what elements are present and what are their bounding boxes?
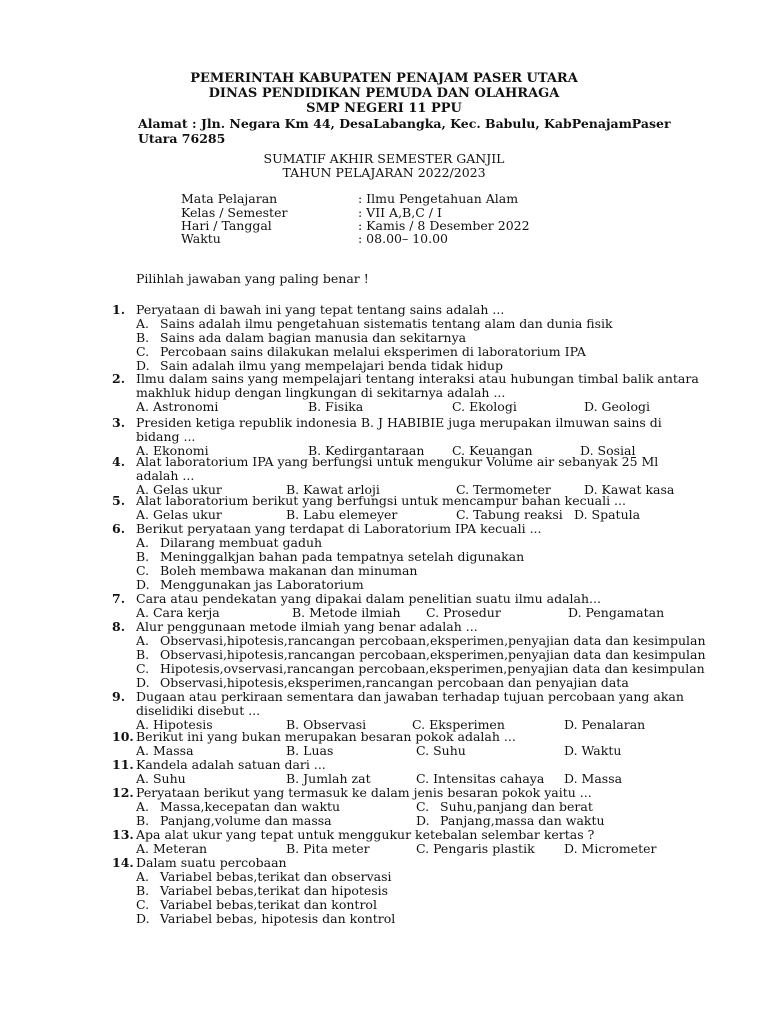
question-text: Berikut peryataan yang terdapat di Laboratorium IPA kecuali ... bbox=[136, 521, 542, 536]
answer-option bbox=[136, 508, 222, 522]
answer-option bbox=[308, 400, 363, 414]
meta-value: : Ilmu Pengetahuan Alam bbox=[358, 191, 519, 206]
question-text: Kandela adalah satuan dari ... bbox=[136, 757, 326, 772]
option-text: Ekonomi bbox=[152, 443, 209, 458]
option-text: Meteran bbox=[152, 841, 208, 856]
option-letter: C. bbox=[416, 799, 430, 814]
option-text: Keuangan bbox=[469, 443, 533, 458]
meta-label: Mata Pelajaran bbox=[181, 191, 278, 206]
answer-option bbox=[136, 331, 466, 345]
question-text: Peryataan di bawah ini yang tepat tentang sains adalah ... bbox=[136, 302, 505, 317]
answer-option bbox=[452, 400, 517, 414]
option-letter: B. bbox=[136, 330, 150, 345]
option-text: Sosial bbox=[597, 443, 636, 458]
option-text: Astronomi bbox=[152, 399, 219, 414]
option-letter: D. bbox=[564, 771, 582, 786]
option-letter: B. bbox=[292, 605, 310, 620]
answer-option bbox=[136, 772, 186, 786]
option-text: Gelas ukur bbox=[152, 507, 222, 522]
option-letter: A. bbox=[136, 717, 153, 732]
option-letter: B. bbox=[286, 507, 304, 522]
question-text: Presiden ketiga republik indonesia B. J HABIBIE juga merupakan ilmuwan sains di bbox=[136, 415, 662, 430]
option-letter: C. bbox=[136, 344, 150, 359]
question-number: 10. bbox=[112, 729, 134, 744]
option-text: Variabel bebas, hipotesis dan kontrol bbox=[160, 911, 396, 926]
option-text: Hipotesis bbox=[152, 717, 213, 732]
option-text: Cara kerja bbox=[152, 605, 220, 620]
option-letter: C. bbox=[416, 841, 434, 856]
question-text: Dalam suatu percobaan bbox=[136, 855, 287, 870]
option-text: Fisika bbox=[325, 399, 364, 414]
option-text: Kawat arloji bbox=[303, 482, 380, 497]
meta-label: Kelas / Semester bbox=[181, 205, 288, 220]
question-text: Peryataan berikut yang termasuk ke dalam jenis besaran pokok yaitu ... bbox=[136, 785, 592, 800]
option-text: Labu elemeyer bbox=[303, 507, 398, 522]
question-number: 3. bbox=[112, 415, 126, 430]
header-department: DINAS PENDIDIKAN PEMUDA DAN OLAHRAGA bbox=[208, 86, 560, 101]
option-letter: B. bbox=[286, 482, 304, 497]
option-text: Tabung reaksi bbox=[473, 507, 563, 522]
meta-value: : VII A,B,C / I bbox=[358, 205, 442, 220]
option-letter: B. bbox=[286, 743, 304, 758]
option-letter: C. bbox=[136, 563, 150, 578]
answer-option bbox=[136, 842, 207, 856]
answer-option bbox=[416, 814, 605, 828]
exam-year: TAHUN PELAJARAN 2022/2023 bbox=[282, 165, 486, 180]
option-letter: A. bbox=[136, 869, 150, 884]
answer-option bbox=[136, 676, 629, 690]
option-letter: B. bbox=[286, 841, 304, 856]
option-letter: C. bbox=[452, 443, 470, 458]
option-text: Variabel bebas,terikat dan hipotesis bbox=[160, 883, 389, 898]
question-number: 8. bbox=[112, 619, 126, 634]
option-text: Penalaran bbox=[581, 717, 646, 732]
option-letter: D. bbox=[568, 605, 586, 620]
answer-option bbox=[136, 345, 586, 359]
question-number: 9. bbox=[112, 689, 126, 704]
question-number: 5. bbox=[112, 493, 126, 508]
option-letter: C. bbox=[136, 897, 150, 912]
question-text: Alur penggunaan metode ilmiah yang benar adalah ... bbox=[136, 619, 478, 634]
option-text: Pita meter bbox=[303, 841, 370, 856]
option-letter: B. bbox=[308, 399, 326, 414]
meta-value: : 08.00– 10.00 bbox=[358, 231, 448, 246]
option-letter: B. bbox=[136, 647, 150, 662]
answer-option bbox=[416, 772, 544, 786]
question-text: Cara atau pendekatan yang dipakai dalam penelitian suatu ilmu adalah... bbox=[136, 591, 601, 606]
answer-option bbox=[136, 634, 706, 648]
question-text: Ilmu dalam sains yang mempelajari tentang interaksi atau hubungan timbal balik antara bbox=[136, 371, 699, 386]
option-letter: A. bbox=[136, 507, 153, 522]
question-text: diselidiki disebut ... bbox=[136, 703, 261, 718]
header-address: Alamat : Jln. Negara Km 44, DesaLabangka, Kec. Babulu, KabPenajamPaser Utara 76285 bbox=[138, 116, 671, 146]
answer-option bbox=[584, 400, 650, 414]
option-letter: A. bbox=[136, 799, 150, 814]
meta-value: : Kamis / 8 Desember 2022 bbox=[358, 218, 530, 233]
option-text: Variabel bebas,terikat dan observasi bbox=[160, 869, 392, 884]
option-text: Gelas ukur bbox=[152, 482, 222, 497]
option-text: Suhu bbox=[433, 743, 466, 758]
option-letter: C. bbox=[426, 605, 444, 620]
option-letter: D. bbox=[574, 507, 592, 522]
option-letter: A. bbox=[136, 535, 150, 550]
answer-option bbox=[286, 508, 397, 522]
meta-label: Waktu bbox=[181, 231, 221, 246]
option-letter: A. bbox=[136, 605, 153, 620]
question-number: 14. bbox=[112, 855, 134, 870]
meta-label: Hari / Tanggal bbox=[181, 218, 272, 233]
option-text: Kawat kasa bbox=[601, 482, 675, 497]
option-text: Observasi,hipotesis,eksperimen,rancangan percobaan dan penyajian data bbox=[160, 675, 629, 690]
answer-option bbox=[416, 800, 593, 814]
option-letter: D. bbox=[584, 482, 602, 497]
answer-option bbox=[416, 842, 535, 856]
option-text: Jumlah zat bbox=[303, 771, 371, 786]
question-number: 13. bbox=[112, 827, 134, 842]
option-text: Observasi bbox=[303, 717, 367, 732]
option-letter: C. bbox=[456, 482, 474, 497]
option-text: Boleh membawa makanan dan minuman bbox=[160, 563, 418, 578]
answer-option bbox=[564, 744, 621, 758]
option-letter: B. bbox=[136, 813, 150, 828]
answer-option bbox=[286, 842, 370, 856]
question-text: Alat laboratorium IPA yang berfungsi untuk mengukur Volume air sebanyak 25 Ml bbox=[136, 454, 659, 469]
option-text: Spatula bbox=[591, 507, 641, 522]
header-school: SMP NEGERI 11 PPU bbox=[306, 101, 462, 116]
option-text: Pengamatan bbox=[585, 605, 665, 620]
question-number: 4. bbox=[112, 454, 126, 469]
option-text: Geologi bbox=[601, 399, 650, 414]
option-letter: A. bbox=[136, 316, 150, 331]
answer-option bbox=[426, 606, 501, 620]
answer-option bbox=[564, 772, 622, 786]
option-letter: D. bbox=[584, 399, 602, 414]
option-letter: B. bbox=[136, 549, 150, 564]
answer-option bbox=[136, 648, 706, 662]
option-letter: D. bbox=[564, 841, 582, 856]
option-text: Hipotesis,ovservasi,rancangan percobaan,eksperimen,penyajian data dan kesimpulan bbox=[160, 661, 705, 676]
question-text: Apa alat ukur yang tepat untuk menggukur ketebalan selembar kertas ? bbox=[136, 827, 595, 842]
answer-option bbox=[456, 508, 563, 522]
option-text: Massa bbox=[581, 771, 623, 786]
option-letter: A. bbox=[136, 399, 153, 414]
option-text: Sains ada dalam bagian manusia dan sekitarnya bbox=[160, 330, 467, 345]
option-text: Observasi,hipotesis,rancangan percobaan,eksperimen,penyajian data dan kesimpulan bbox=[160, 633, 706, 648]
option-text: Panjang,massa dan waktu bbox=[440, 813, 605, 828]
question-text: adalah ... bbox=[136, 468, 195, 483]
option-text: Panjang,volume dan massa bbox=[160, 813, 332, 828]
option-letter: D. bbox=[136, 911, 150, 926]
option-text: Suhu bbox=[152, 771, 186, 786]
option-text: Intensitas cahaya bbox=[433, 771, 545, 786]
option-letter: A. bbox=[136, 771, 153, 786]
option-letter: D. bbox=[580, 443, 598, 458]
option-text: Luas bbox=[303, 743, 334, 758]
answer-option bbox=[136, 814, 332, 828]
option-text: Observasi,hipotesis,rancangan percobaan,eksperimen,penyajian data dan kesimpulan bbox=[160, 647, 706, 662]
answer-option bbox=[136, 898, 377, 912]
exam-title: SUMATIF AKHIR SEMESTER GANJIL bbox=[263, 151, 505, 166]
option-letter: C. bbox=[416, 771, 434, 786]
option-text: Pengaris plastik bbox=[433, 841, 535, 856]
option-letter: B. bbox=[286, 771, 304, 786]
answer-option bbox=[564, 842, 656, 856]
option-text: Metode ilmiah bbox=[309, 605, 401, 620]
question-number: 12. bbox=[112, 785, 134, 800]
question-number: 2. bbox=[112, 371, 126, 386]
option-text: Sains adalah ilmu pengetahuan sistematis tentang alam dan dunia fisik bbox=[160, 316, 613, 331]
instruction: Pilihlah jawaban yang paling benar ! bbox=[136, 271, 369, 286]
question-text: bidang ... bbox=[136, 429, 196, 444]
header-government: PEMERINTAH KABUPATEN PENAJAM PASER UTARA bbox=[190, 71, 578, 86]
option-letter: D. bbox=[564, 717, 582, 732]
question-text: Alat laboratorium berikut yang berfungsi untuk mencampur bahan kecuali ... bbox=[136, 493, 626, 508]
answer-option bbox=[136, 400, 218, 414]
option-letter: C. bbox=[416, 743, 434, 758]
option-letter: D. bbox=[564, 743, 582, 758]
option-letter: A. bbox=[136, 743, 153, 758]
option-letter: B. bbox=[136, 883, 150, 898]
answer-option bbox=[574, 508, 640, 522]
option-text: Waktu bbox=[581, 743, 622, 758]
question-number: 11. bbox=[112, 757, 134, 772]
option-letter: A. bbox=[136, 443, 153, 458]
option-text: Termometer bbox=[473, 482, 551, 497]
option-letter: B. bbox=[308, 443, 326, 458]
answer-option bbox=[136, 800, 340, 814]
answer-option bbox=[136, 550, 524, 564]
answer-option bbox=[416, 744, 466, 758]
option-text: Kedirgantaraan bbox=[325, 443, 425, 458]
option-text: Sain adalah ilmu yang mempelajari benda tidak hidup bbox=[160, 358, 504, 373]
answer-option bbox=[136, 884, 388, 898]
answer-option bbox=[136, 317, 613, 331]
answer-option bbox=[292, 606, 401, 620]
question-text: Berikut ini yang bukan merupakan besaran pokok adalah ... bbox=[136, 729, 516, 744]
option-letter: D. bbox=[136, 358, 150, 373]
option-text: Massa,kecepatan dan waktu bbox=[160, 799, 341, 814]
answer-option bbox=[136, 578, 364, 592]
option-text: Massa bbox=[152, 743, 194, 758]
option-text: Eksperimen bbox=[429, 717, 505, 732]
question-text: makhluk hidup dengan lingkungan di sekitarnya adalah ... bbox=[136, 385, 506, 400]
option-letter: A. bbox=[136, 633, 150, 648]
question-number: 7. bbox=[112, 591, 126, 606]
option-text: Meninggalkjan bahan pada tempatnya setelah digunakan bbox=[160, 549, 525, 564]
option-text: Menggunakan jas Laboratorium bbox=[160, 577, 364, 592]
answer-option bbox=[136, 744, 194, 758]
option-text: Prosedur bbox=[443, 605, 501, 620]
answer-option bbox=[136, 606, 220, 620]
answer-option bbox=[568, 606, 664, 620]
question-text: Dugaan atau perkiraan sementara dan jawaban terhadap tujuan percobaan yang akan bbox=[136, 689, 684, 704]
option-text: Micrometer bbox=[581, 841, 657, 856]
answer-option bbox=[286, 744, 333, 758]
answer-option bbox=[136, 912, 395, 926]
answer-option bbox=[136, 870, 392, 884]
option-text: Variabel bebas,terikat dan kontrol bbox=[160, 897, 377, 912]
option-letter: A. bbox=[136, 482, 153, 497]
option-letter: B. bbox=[286, 717, 304, 732]
option-text: Percobaan sains dilakukan melalui eksperimen di laboratorium IPA bbox=[160, 344, 586, 359]
option-letter: C. bbox=[412, 717, 430, 732]
option-letter: C. bbox=[456, 507, 474, 522]
answer-option bbox=[136, 564, 417, 578]
answer-option bbox=[564, 718, 645, 732]
option-text: Dilarang membuat gaduh bbox=[160, 535, 323, 550]
option-letter: D. bbox=[136, 675, 150, 690]
question-number: 1. bbox=[112, 302, 126, 317]
option-letter: C. bbox=[136, 661, 150, 676]
question-number: 6. bbox=[112, 521, 126, 536]
answer-option bbox=[136, 536, 322, 550]
answer-option bbox=[136, 662, 705, 676]
answer-option bbox=[286, 772, 371, 786]
option-letter: D. bbox=[416, 813, 430, 828]
option-letter: A. bbox=[136, 841, 153, 856]
option-text: Ekologi bbox=[469, 399, 517, 414]
option-letter: C. bbox=[452, 399, 470, 414]
option-letter: D. bbox=[136, 577, 150, 592]
option-text: Suhu,panjang dan berat bbox=[440, 799, 593, 814]
